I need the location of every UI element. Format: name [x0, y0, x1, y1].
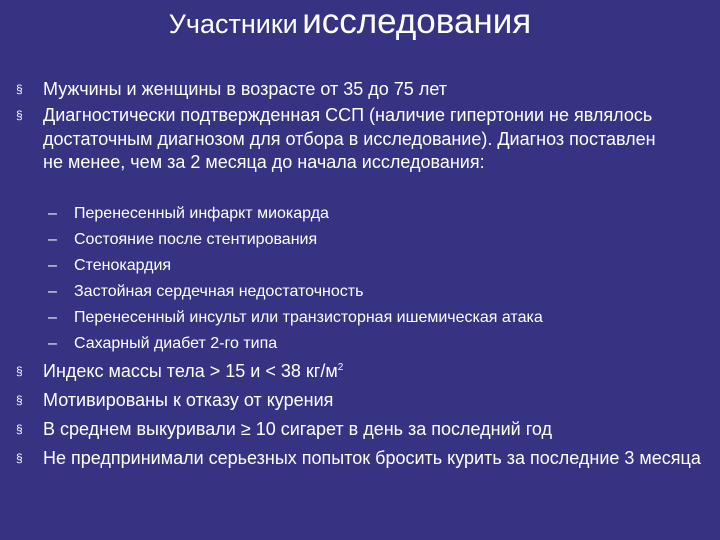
bullet-quit-attempts: [16, 447, 706, 471]
bullet-marker: §: [16, 108, 23, 122]
bullet-diagnosis: [16, 104, 656, 175]
bullet-marker: §: [16, 451, 23, 465]
sub-marker: –: [48, 205, 57, 222]
bullet-text: В среднем выкуривали ≥ 10 сигарет в день за последний год: [43, 419, 553, 439]
sub-item-text: Перенесенный инсульт или транзисторная ишемическая атака: [74, 309, 543, 326]
bullet-text: Мужчины и женщины в возрасте от 35 до 75 лет: [43, 79, 447, 99]
bullet-marker: §: [16, 393, 23, 407]
sub-item-text: Стенокардия: [74, 257, 172, 274]
sub-item-text: Сахарный диабет 2-го типа: [74, 335, 278, 352]
bullet-marker: §: [16, 364, 23, 378]
sub-marker: –: [48, 309, 57, 326]
sub-item-text: Состояние после стентирования: [74, 231, 318, 248]
bullet-bmi: [16, 360, 706, 384]
slide-title: [0, 2, 700, 42]
sub-marker: –: [48, 283, 57, 300]
title-part-2: исследования: [302, 2, 532, 41]
title-part-1: Участники: [168, 9, 298, 39]
bullet-text: Диагностически подтвержденная ССП (наличие гипертонии не являлось достаточным диагнозом для отбора в исследование). Диагноз поставлен не менее, чем за 2 месяца до начала исследования:: [43, 105, 656, 172]
bullet-marker: §: [16, 422, 23, 436]
sub-item-text: Застойная сердечная недостаточность: [74, 283, 364, 300]
bullet-marker: §: [16, 82, 23, 96]
bmi-superscript: 2: [337, 362, 344, 373]
sub-item-text: Перенесенный инфаркт миокарда: [74, 205, 329, 222]
bullet-cigarettes: [16, 418, 706, 442]
bullet-text: Мотивированы к отказу от курения: [43, 390, 334, 410]
bullet-age: [16, 78, 706, 102]
sub-marker: –: [48, 335, 57, 352]
bmi-text: Индекс массы тела > 15 и < 38 кг/м: [43, 361, 338, 381]
bullet-motivation: [16, 389, 706, 413]
sub-marker: –: [48, 257, 57, 274]
sub-marker: –: [48, 231, 57, 248]
bullet-text: Не предпринимали серьезных попыток бросить курить за последние 3 месяца: [43, 448, 701, 468]
